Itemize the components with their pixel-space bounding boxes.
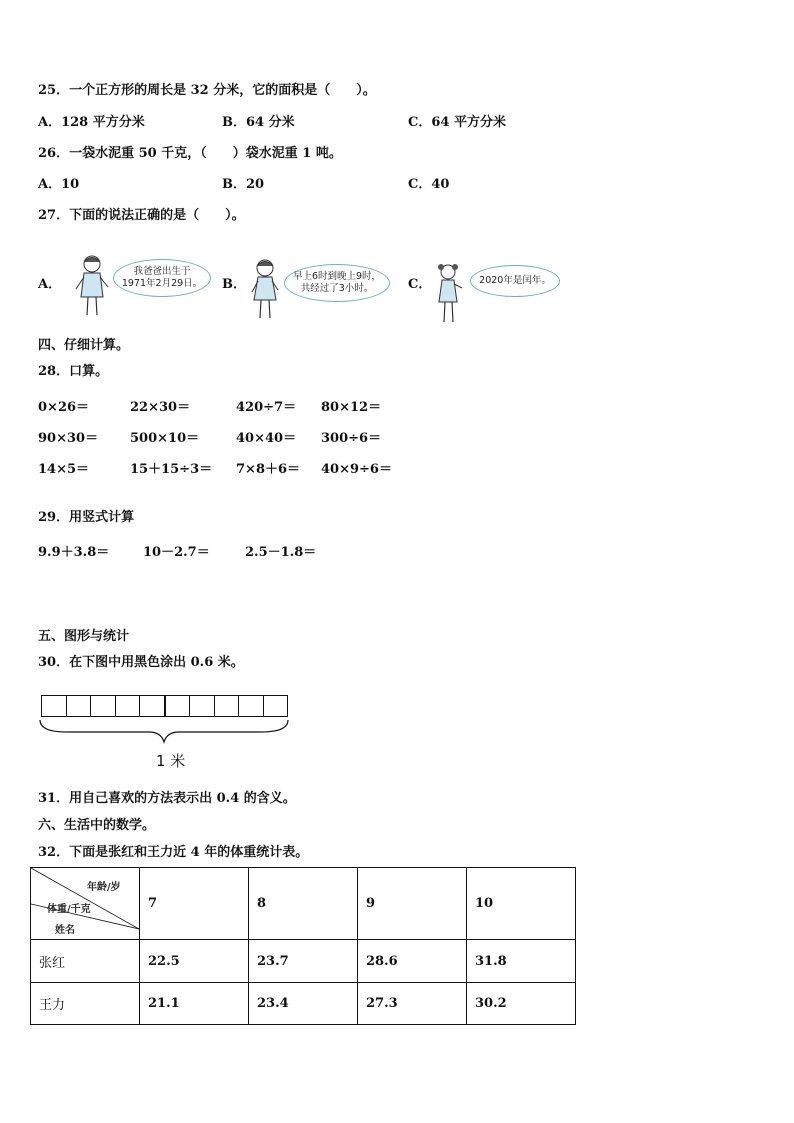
q27-a-line2: 1971年2月29日。: [121, 278, 203, 289]
q32-stem: 32．下面是张红和王力近 4 年的体重统计表。: [38, 845, 309, 860]
grid-cell[interactable]: [190, 696, 215, 716]
q28-item: 14×5＝: [38, 462, 90, 477]
q27-option-a-label: A．: [38, 277, 62, 292]
q27-c-line1: 2020年是闰年。: [479, 275, 551, 286]
grid-cell[interactable]: [140, 696, 165, 716]
q27-a-line1: 我爸爸出生于: [133, 266, 191, 277]
table-cell: 27.3: [358, 983, 467, 1025]
q27-stem: 27．下面的说法正确的是（ ）。: [38, 208, 245, 223]
q30-stem: 30．在下图中用黑色涂出 0.6 米。: [38, 655, 244, 670]
q27-b-line2: 共经过了3小时。: [300, 283, 374, 294]
header-age-cell: 8: [249, 868, 358, 940]
header-weight-label: 体重/千克: [47, 904, 91, 915]
q25-option-b: B．64 分米: [222, 115, 295, 130]
q25-option-c: C．64 平方分米: [408, 115, 506, 130]
q28-item: 420÷7＝: [236, 400, 297, 415]
section-6-heading: 六、生活中的数学。: [38, 818, 156, 833]
q26-stem: 26．一袋水泥重 50 千克，（ ）袋水泥重 1 吨。: [38, 146, 342, 161]
header-age-cell: 9: [358, 868, 467, 940]
table-cell: 21.1: [140, 983, 249, 1025]
table-cell: 30.2: [467, 983, 576, 1025]
girl-illustration-icon: [246, 258, 284, 324]
grid-cell[interactable]: [165, 696, 191, 716]
table-cell: 28.6: [358, 940, 467, 983]
q25-stem: 25．一个正方形的周长是 32 分米，它的面积是（ ）。: [38, 83, 376, 98]
header-age-label: 年龄/岁: [87, 882, 121, 893]
q25-option-a: A．128 平方分米: [38, 115, 145, 130]
grid-cell[interactable]: [239, 696, 264, 716]
q27-speech-bubble-b: [284, 264, 390, 302]
grid-cell[interactable]: [67, 696, 92, 716]
q26-option-b: B．20: [222, 177, 265, 192]
table-cell: 23.7: [249, 940, 358, 983]
q27-speech-bubble-a: [113, 259, 211, 297]
grid-cell[interactable]: [91, 696, 116, 716]
table-header-row: [31, 868, 576, 940]
table-cell: 23.4: [249, 983, 358, 1025]
header-age-cell: 7: [140, 868, 249, 940]
section-5-heading: 五、图形与统计: [38, 629, 130, 644]
q29-item: 10－2.7＝: [143, 545, 210, 560]
q27-b-line1: 早上6时到晚上9时，: [292, 271, 382, 282]
q26-option-c: C．40: [408, 177, 450, 192]
table-cell: 22.5: [140, 940, 249, 983]
row-name-cell: 张红: [31, 940, 140, 983]
q31-stem: 31．用自己喜欢的方法表示出 0.4 的含义。: [38, 791, 296, 806]
q28-item: 0×26＝: [38, 400, 90, 415]
q28-item: 90×30＝: [38, 431, 99, 446]
weight-table: [30, 867, 576, 1025]
q28-stem: 28．口算。: [38, 364, 109, 379]
table-row: [31, 983, 576, 1025]
grid-cell[interactable]: [42, 696, 67, 716]
q28-item: 80×12＝: [321, 400, 382, 415]
q27-option-c-label: C．: [408, 277, 432, 292]
q28-item: 7×8＋6＝: [236, 462, 301, 477]
table-row: [31, 940, 576, 983]
girl-illustration-icon: [72, 253, 112, 321]
header-age-cell: 10: [467, 868, 576, 940]
q27-option-b-label: B．: [222, 277, 246, 292]
q29-item: 2.5－1.8＝: [245, 545, 317, 560]
grid-cell[interactable]: [116, 696, 141, 716]
q27-speech-bubble-c: [470, 265, 560, 297]
table-cell: 31.8: [467, 940, 576, 983]
q29-item: 9.9＋3.8＝: [38, 545, 110, 560]
q28-item: 40×9÷6＝: [321, 462, 392, 477]
q28-item: 300÷6＝: [321, 431, 382, 446]
q28-item: 500×10＝: [130, 431, 200, 446]
grid-cell[interactable]: [264, 696, 288, 716]
brace-icon: [37, 718, 293, 744]
meter-grid: [41, 695, 288, 717]
q28-item: 40×40＝: [236, 431, 297, 446]
grid-cell[interactable]: [215, 696, 240, 716]
q28-item: 15＋15÷3＝: [130, 462, 213, 477]
q26-option-a: A．10: [38, 177, 80, 192]
diagonal-header-cell: [31, 868, 140, 940]
section-4-heading: 四、仔细计算。: [38, 338, 130, 353]
row-name-cell: 王力: [31, 983, 140, 1025]
brace-label: 1 米: [156, 752, 186, 770]
q29-stem: 29．用竖式计算: [38, 510, 135, 525]
header-name-label: 姓名: [55, 925, 75, 936]
girl-illustration-icon: [432, 262, 466, 326]
q28-item: 22×30＝: [130, 400, 191, 415]
